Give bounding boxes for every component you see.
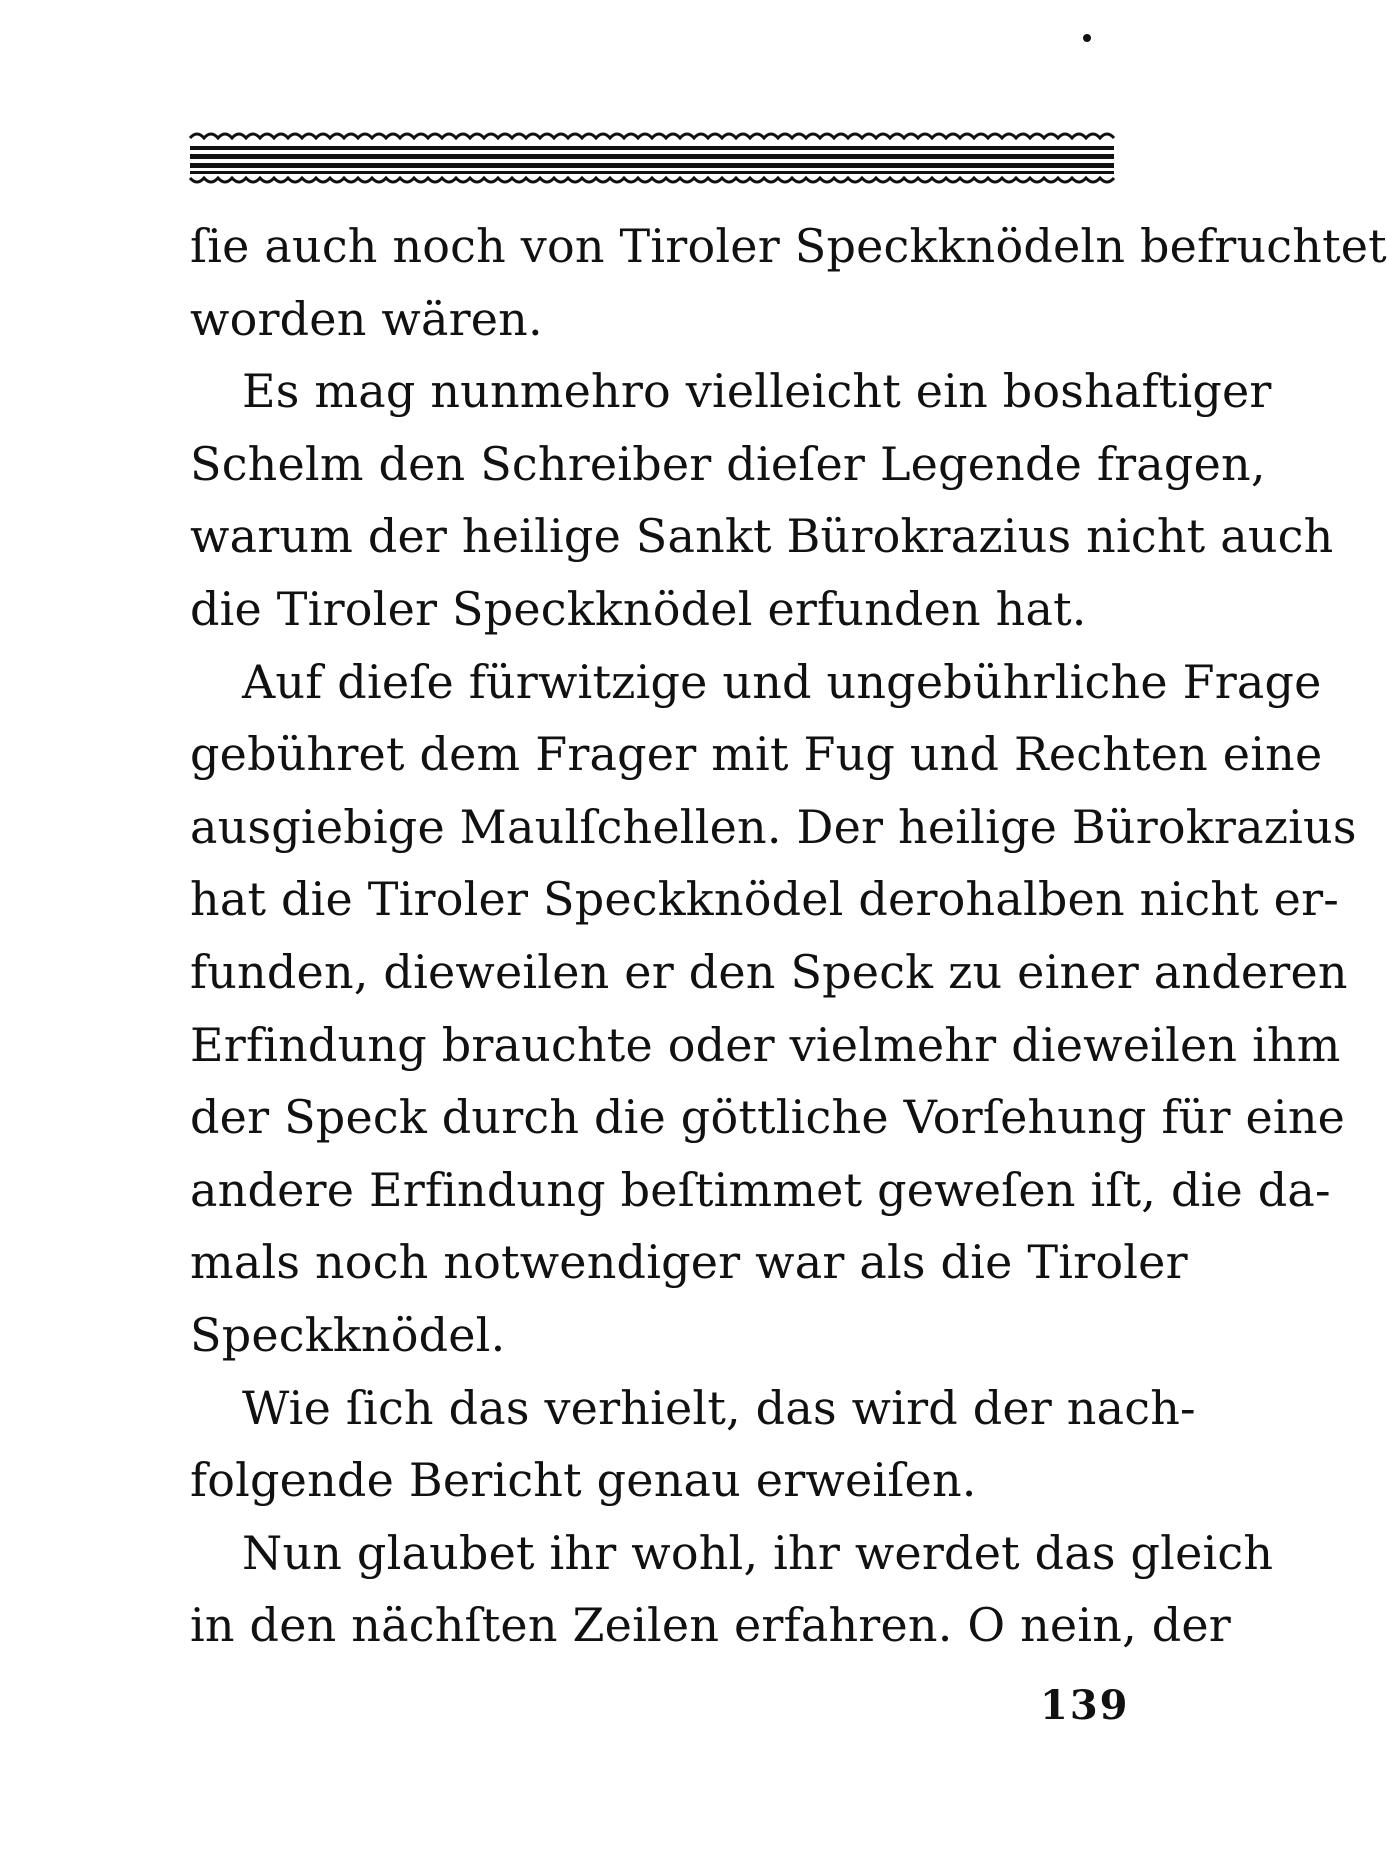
text-line: der Speck durch die göttliche Vorſehung für eine: [190, 1090, 1346, 1145]
page-number: 139: [1040, 1682, 1130, 1729]
decorative-header-rule: [190, 128, 1114, 188]
text-line: Schelm den Schreiber dieſer Legende fragen,: [190, 436, 1266, 491]
text-line: die Tiroler Speckknödel erfunden hat.: [190, 581, 1087, 636]
text-line: Es mag nunmehro vielleicht ein boshaftiger: [242, 364, 1272, 419]
text-line: hat die Tiroler Speckknödel derohalben nicht er-: [190, 872, 1340, 927]
text-line: ausgiebige Maulſchellen. Der heilige Bürokrazius: [190, 799, 1357, 854]
text-line: funden, dieweilen er den Speck zu einer anderen: [190, 944, 1348, 999]
text-line: mals noch notwendiger war als die Tiroler: [190, 1235, 1188, 1290]
text-line: in den nächſten Zeilen erfahren. O nein, der: [190, 1598, 1231, 1653]
text-line: gebühret dem Frager mit Fug und Rechten eine: [190, 727, 1323, 782]
text-line: worden wären.: [190, 291, 543, 346]
text-line: warum der heilige Sankt Bürokrazius nicht auch: [190, 509, 1334, 564]
text-line: Speckknödel.: [190, 1307, 506, 1362]
text-line: andere Erfindung beſtimmet geweſen iſt, die da-: [190, 1162, 1331, 1217]
ink-dot: [1083, 34, 1091, 42]
text-line: Nun glaubet ihr wohl, ihr werdet das gleich: [242, 1525, 1274, 1580]
text-line: ſie auch noch von Tiroler Speckknödeln befruchtet: [190, 219, 1387, 273]
text-line: Auf dieſe fürwitzige und ungebührliche Frage: [242, 654, 1322, 709]
text-line: folgende Bericht genau erweiſen.: [190, 1453, 977, 1508]
text-line: Erfindung brauchte oder vielmehr dieweilen ihm: [190, 1017, 1341, 1072]
text-line: Wie ſich das verhielt, das wird der nach-: [242, 1380, 1196, 1435]
page-text: [190, 210, 1387, 1662]
